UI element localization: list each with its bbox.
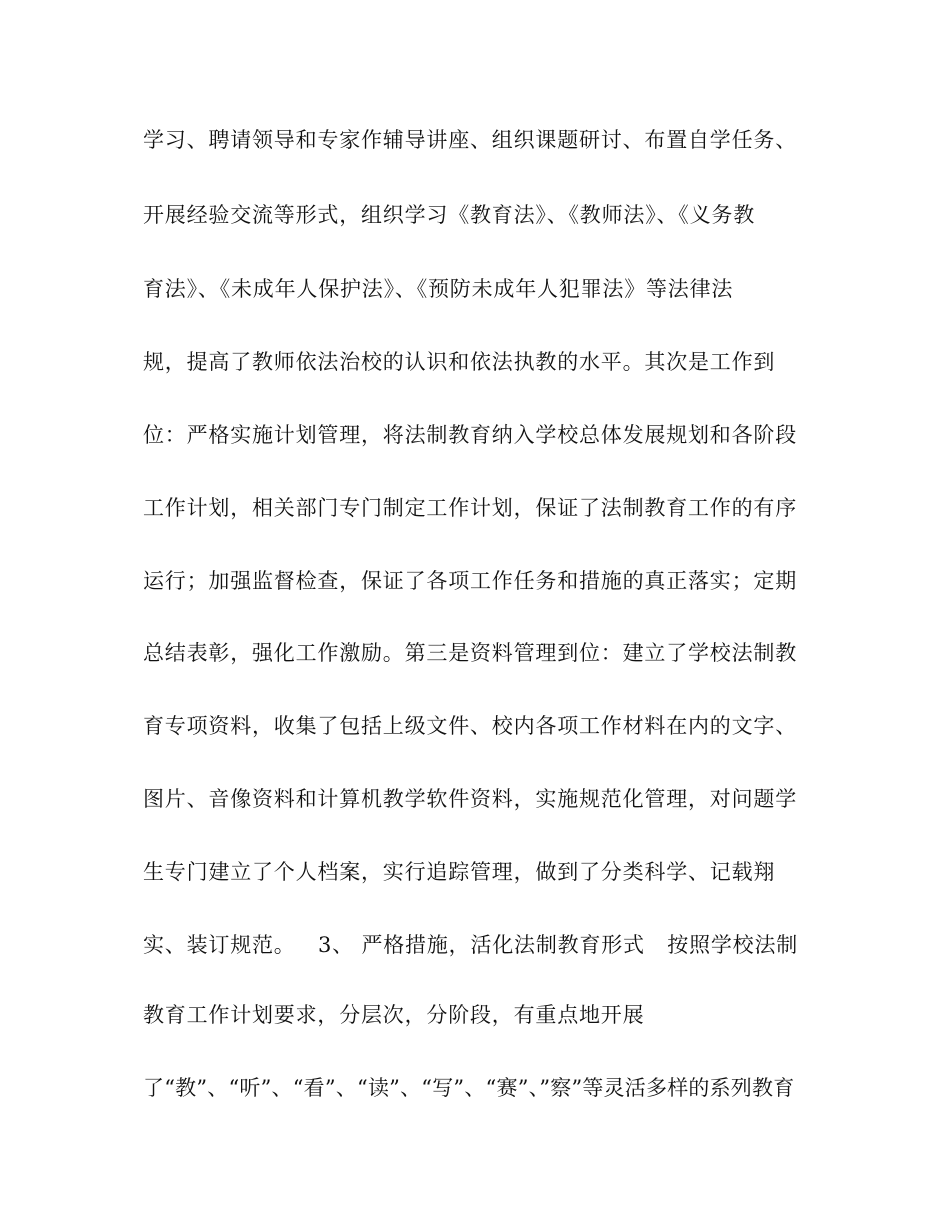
text-line: 图片、音像资料和计算机教学软件资料，实施规范化管理，对问题学 [143,787,797,811]
text-line: 学习、聘请领导和专家作辅导讲座、组织课题研讨、布置自学任务、 [143,128,797,152]
text-line: 运行；加强监督检查，保证了各项工作任务和措施的真正落实；定期 [143,569,797,593]
text-line: 了“教”、“听”、“看”、“读”、“写”、“赛”、”察”等灵活多样的系列教育 [143,1076,795,1100]
text-line: 育专项资料，收集了包括上级文件、校内各项工作材料在内的文字、 [143,714,797,738]
text-line: 总结表彰，强化工作激励。第三是资料管理到位：建立了学校法制教 [143,641,797,665]
text-line: 育法》、《未成年人保护法》、《预防未成年人犯罪法》等法律法 [143,277,734,301]
text-line: 工作计划，相关部门专门制定工作计划，保证了法制教育工作的有序 [143,496,797,520]
text-line: 实、装订规范。 3、 严格措施，活化法制教育形式 按照学校法制 [143,933,799,957]
text-line: 位：严格实施计划管理，将法制教育纳入学校总体发展规划和各阶段 [143,423,797,447]
text-line: 开展经验交流等形式，组织学习《教育法》、《教师法》、《义务教 [143,203,755,227]
text-line: 规，提高了教师依法治校的认识和依法执教的水平。其次是工作到 [143,350,776,374]
text-line: 生专门建立了个人档案，实行追踪管理，做到了分类科学、记载翔 [143,860,776,884]
text-line: 教育工作计划要求，分层次，分阶段，有重点地开展 [143,1003,645,1027]
